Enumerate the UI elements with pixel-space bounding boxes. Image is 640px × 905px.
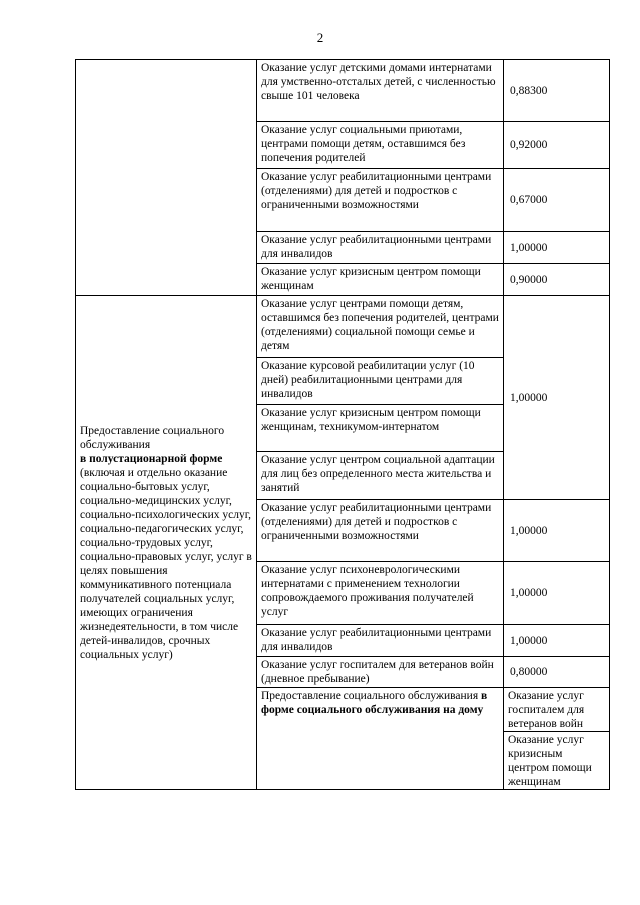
tariff-table bbox=[75, 59, 610, 790]
table-row bbox=[76, 296, 610, 358]
value-cell: 1,00000 bbox=[504, 625, 610, 657]
page-number: 2 bbox=[316, 30, 324, 45]
service-cell: Оказание курсовой реабилитации услуг (10 дней) реабилитационными центрами для инвалидов bbox=[257, 358, 504, 405]
service-cell: Оказание услуг реабилитационными центрами (отделениями) для детей и подростков с ограниченными возможностями bbox=[257, 500, 504, 562]
service-cell: Оказание услуг кризисным центром помощи женщинам bbox=[504, 732, 610, 790]
value-cell: 1,00000 bbox=[504, 296, 610, 500]
group-title-bold: в форме социального обслуживания на дому bbox=[261, 690, 488, 716]
group-title: Предоставление социального обслуживания bbox=[261, 690, 479, 702]
value-cell: 0,92000 bbox=[504, 122, 610, 169]
service-cell: Оказание услуг реабилитационными центрами для инвалидов bbox=[257, 232, 504, 264]
group-title-bold: в полустационарной форме bbox=[80, 453, 223, 465]
service-cell: Оказание услуг реабилитационными центрами для инвалидов bbox=[257, 625, 504, 657]
service-cell: Оказание услуг психоневрологическими интернатами с применением технологии сопровождаемого проживания получателей услуг bbox=[257, 562, 504, 625]
value-cell: 1,00000 bbox=[504, 500, 610, 562]
service-cell: Оказание услуг центром социальной адаптации для лиц без определенного места жительства и занятий bbox=[257, 452, 504, 500]
group-title: Предоставление социального обслуживания bbox=[80, 425, 225, 451]
service-cell: Оказание услуг реабилитационными центрами (отделениями) для детей и подростков с ограниченными возможностями bbox=[257, 169, 504, 232]
value-cell: 1,00000 bbox=[504, 232, 610, 264]
group-cell-home bbox=[257, 688, 504, 790]
table-row bbox=[76, 60, 610, 122]
value-cell: 1,00000 bbox=[504, 562, 610, 625]
group-description: (включая и отдельно оказание социально-бытовых услуг, социально-медицинских услуг, социально-психологических услуг, социально-педагогических услуг, социально-трудовых услуг, социально-правовых услуг, услуг в целях повышения коммуникативного потенциала получателей социальных услуг, имеющих ограничения жизнедеятельности, в том числе детей-инвалидов, срочных социальных услуг) bbox=[80, 467, 252, 661]
service-cell: Оказание услуг центрами помощи детям, оставшимся без попечения родителей, центрами (отделениями) социальной помощи семье и детям bbox=[257, 296, 504, 358]
service-cell: Оказание услуг детскими домами интернатами для умственно-отсталых детей, с численностью свыше 101 человека bbox=[257, 60, 504, 122]
value-cell: 0,80000 bbox=[504, 657, 610, 688]
service-cell: Оказание услуг кризисным центром помощи женщинам, техникумом-интернатом bbox=[257, 405, 504, 452]
service-cell: Оказание услуг социальными приютами, центрами помощи детям, оставшимся без попечения родителей bbox=[257, 122, 504, 169]
value-cell: 0,67000 bbox=[504, 169, 610, 232]
service-cell: Оказание услуг госпиталем для ветеранов войн (дневное пребывание) bbox=[257, 657, 504, 688]
value-cell: 0,90000 bbox=[504, 264, 610, 296]
service-cell: Оказание услуг кризисным центром помощи женщинам bbox=[257, 264, 504, 296]
group-cell-continued bbox=[76, 60, 257, 296]
service-cell: Оказание услуг госпиталем для ветеранов войн bbox=[504, 688, 610, 732]
group-cell-semistationary bbox=[76, 296, 257, 790]
value-cell: 0,88300 bbox=[504, 60, 610, 122]
